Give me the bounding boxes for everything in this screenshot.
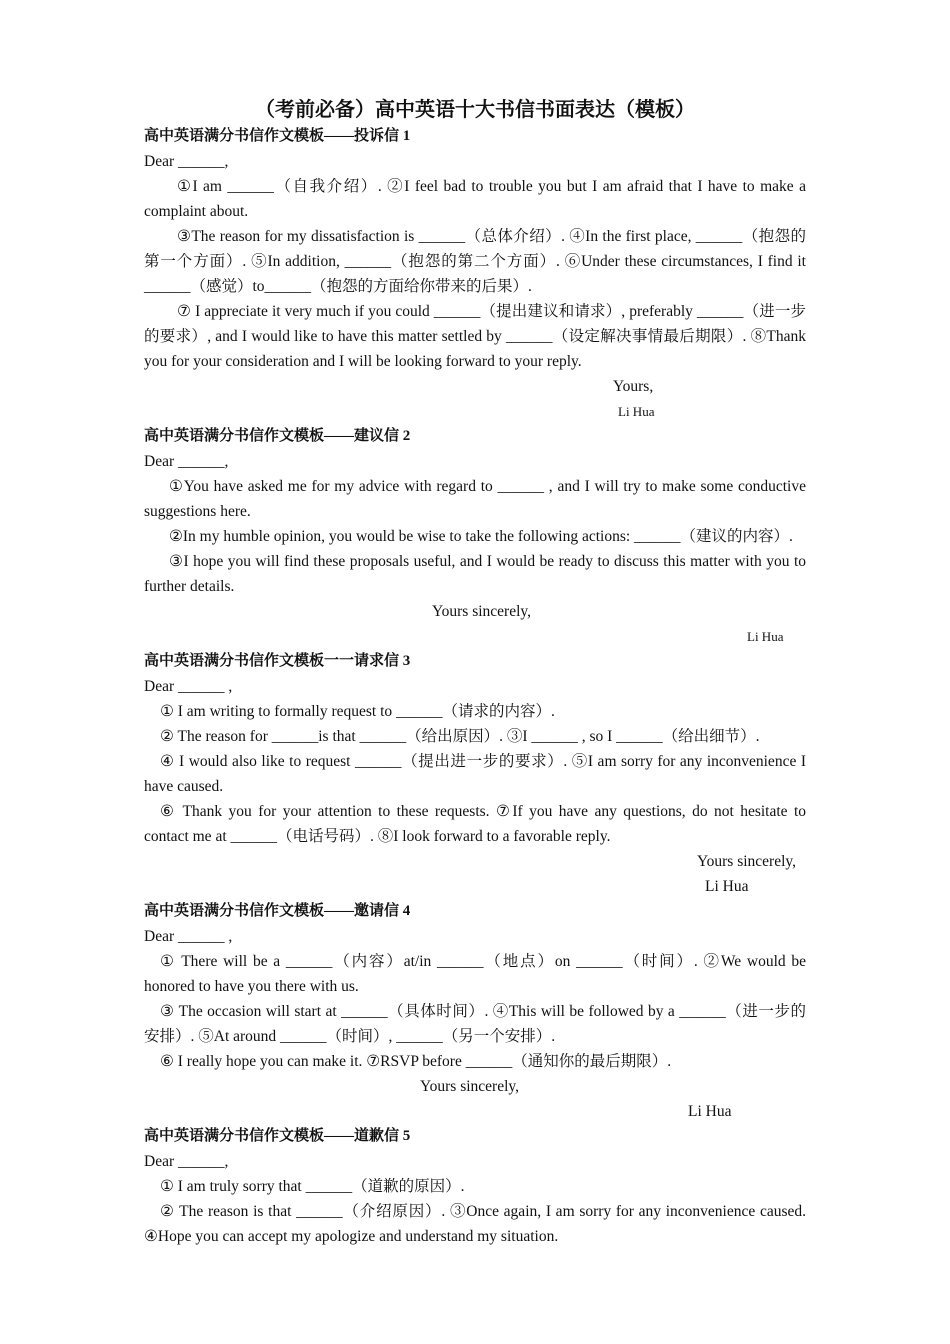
- paragraph: ④ I would also like to request ______（提出进一步的要求）. ⑤I am sorry for any inconvenience I have caused.: [144, 753, 806, 795]
- letter-suggestion: [144, 424, 806, 649]
- paragraph: ⑥ I really hope you can make it. ⑦RSVP before ______（通知你的最后期限）.: [160, 1053, 672, 1070]
- paragraph: ①You have asked me for my advice with regard to ______ , and I will try to make some conductive suggestions here.: [144, 478, 806, 520]
- paragraph: ③The reason for my dissatisfaction is ______（总体介绍）. ④In the first place, ______（抱怨的第一个方面）. ⑤In addition, ______（抱怨的第二个方面）. ⑥Under these circumstances, I find it ______（感觉）to______（抱怨的方面给你带来的后果）.: [144, 228, 806, 295]
- section-heading: 高中英语满分书信作文模板——投诉信 1: [144, 128, 411, 144]
- paragraph: ⑥ Thank you for your attention to these requests. ⑦If you have any questions, do not hesitate to contact me at ______（电话号码）. ⑧I look forward to a favorable reply.: [144, 803, 806, 845]
- paragraph: ② The reason for ______is that ______（给出原因）. ③I ______ , so I ______（给出细节）.: [160, 728, 760, 745]
- signature: Li Hua: [747, 629, 784, 644]
- greeting: Dear ______,: [144, 153, 229, 170]
- closing: Yours sincerely,: [697, 853, 797, 870]
- closing: Yours,: [613, 378, 654, 395]
- letter-apology: [144, 1124, 806, 1249]
- paragraph: ②In my humble opinion, you would be wise to take the following actions: ______（建议的内容）.: [169, 528, 793, 545]
- letter-invitation: [144, 899, 806, 1124]
- document-title: （考前必备）高中英语十大书信书面表达（模板）: [255, 99, 695, 121]
- closing: Yours sincerely,: [432, 603, 532, 620]
- document-page: [144, 96, 806, 1249]
- greeting: Dear ______,: [144, 453, 229, 470]
- closing: Yours sincerely,: [420, 1078, 520, 1095]
- letter-complaint: [144, 124, 806, 424]
- signature: Li Hua: [618, 404, 655, 419]
- section-heading: 高中英语满分书信作文模板一一请求信 3: [144, 653, 411, 669]
- greeting: Dear ______ ,: [144, 678, 233, 695]
- greeting: Dear ______,: [144, 1153, 229, 1170]
- section-heading: 高中英语满分书信作文模板——建议信 2: [144, 428, 411, 444]
- paragraph: ① I am truly sorry that ______（道歉的原因）.: [160, 1178, 465, 1195]
- paragraph: ③ The occasion will start at ______（具体时间）. ④This will be followed by a ______（进一步的安排）. ⑤At around ______（时间）, ______（另一个安排）.: [144, 1003, 806, 1045]
- greeting: Dear ______ ,: [144, 928, 233, 945]
- paragraph: ③I hope you will find these proposals useful, and I would be ready to discuss this matter with you to further details.: [144, 553, 806, 595]
- paragraph: ② The reason is that ______（介绍原因）. ③Once again, I am sorry for any inconvenience caused. ④Hope you can accept my apologize and understand my situation.: [144, 1203, 806, 1245]
- paragraph: ① I am writing to formally request to ______（请求的内容）.: [160, 703, 555, 720]
- paragraph: ⑦ I appreciate it very much if you could ______（提出建议和请求）, preferably ______（进一步的要求）, and I would like to have this matter settled by ______（设定解决事情最后期限）. ⑧Thank you for your consideration and I will be looking forward to your reply.: [144, 303, 806, 370]
- section-heading: 高中英语满分书信作文模板——邀请信 4: [144, 903, 411, 919]
- section-heading: 高中英语满分书信作文模板——道歉信 5: [144, 1128, 411, 1144]
- letter-request: [144, 649, 806, 899]
- paragraph: ①I am ______（自我介绍）. ②I feel bad to trouble you but I am afraid that I have to make a complaint about.: [144, 178, 806, 220]
- signature: Li Hua: [705, 878, 749, 895]
- paragraph: ① There will be a ______（内容）at/in ______（地点）on ______（时间）. ②We would be honored to have you there with us.: [144, 953, 806, 995]
- signature: Li Hua: [688, 1103, 732, 1120]
